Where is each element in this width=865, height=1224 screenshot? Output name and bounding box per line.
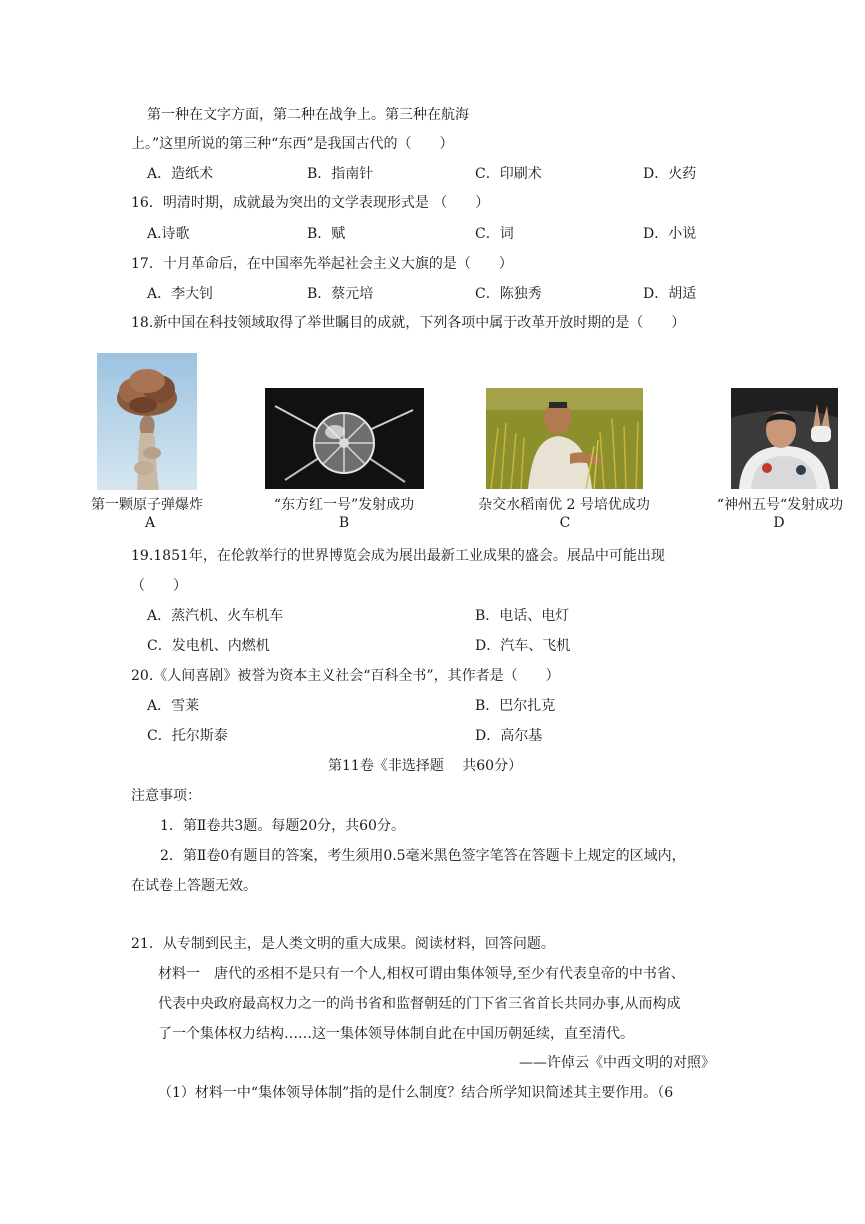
q21-material-line1: 材料一 唐代的丞相不是只有一个人,相权可谓由集体领导,至少有代表皇帝的中书省、 bbox=[158, 966, 685, 982]
satellite-photo bbox=[265, 388, 424, 489]
q18-stem: 18.新中国在科技领域取得了举世瞩目的成就，下列各项中属于改革开放时期的是（ ） bbox=[131, 315, 686, 331]
figure-d-caption: “神州五号“发射成功 bbox=[716, 497, 844, 513]
q17-option-a: A．李大钊 bbox=[147, 286, 214, 302]
q19-option-b: B．电话、电灯 bbox=[475, 608, 570, 624]
q16-option-d: D．小说 bbox=[643, 226, 697, 242]
q19-stem: 19.1851年，在伦敦举行的世界博览会成为展出最新工业成果的盛会。展品中可能出现 bbox=[131, 548, 665, 564]
notice-item-2-line1: 2．第Ⅱ卷0有题目的答案，考生须用0.5毫米黑色签字笔答在答题卡上规定的区域内， bbox=[160, 848, 686, 864]
q20-option-d: D．高尔基 bbox=[475, 728, 543, 744]
q19-paren: （ ） bbox=[131, 578, 187, 594]
figure-b-caption: “东方红一号”发射成功 bbox=[273, 497, 415, 513]
q16-stem: 16．明清时期，成就最为突出的文学表现形式是 （ ） bbox=[131, 195, 490, 211]
q20-option-b: B．巴尔扎克 bbox=[475, 698, 556, 714]
q17-stem: 17．十月革命后，在中国率先举起社会主义大旗的是（ ） bbox=[131, 256, 513, 272]
figure-a-letter: A bbox=[144, 515, 156, 531]
q15-stem-line1: 第一种在文字方面，第二种在战争上。第三种在航海 bbox=[147, 107, 469, 123]
figure-c-caption: 杂交水稻南优 2 号培优成功 bbox=[478, 497, 650, 513]
astronaut-photo bbox=[731, 388, 838, 489]
notice-item-1: 1．第Ⅱ卷共3题。每题20分，共60分。 bbox=[160, 818, 405, 834]
q17-option-d: D．胡适 bbox=[643, 286, 697, 302]
q20-stem: 20.《人间喜剧》被誉为资本主义社会“百科全书”，其作者是（ ） bbox=[131, 668, 560, 684]
q17-option-b: B．蔡元培 bbox=[307, 286, 374, 302]
q15-option-c: C．印刷术 bbox=[475, 166, 542, 182]
mushroom-cloud-icon bbox=[97, 353, 197, 490]
q15-option-d: D．火药 bbox=[643, 166, 697, 182]
q19-option-c: C．发电机、内燃机 bbox=[147, 638, 270, 654]
atomic-bomb-photo bbox=[97, 353, 197, 490]
q16-option-a: A.诗歌 bbox=[147, 226, 190, 242]
q19-option-d: D．汽车、飞机 bbox=[475, 638, 571, 654]
q15-option-a: A．造纸术 bbox=[147, 166, 214, 182]
astronaut-icon bbox=[731, 388, 838, 489]
q21-material-line3: 了一个集体权力结构……这一集体领导体制自此在中国历朝延续，直至清代。 bbox=[158, 1026, 634, 1042]
q21-stem: 21．从专制到民主，是人类文明的重大成果。阅读材料，回答问题。 bbox=[131, 936, 555, 952]
q15-option-b: B．指南针 bbox=[307, 166, 374, 182]
q15-stem-line2: 上。”这里所说的第三种“东西”是我国古代的（ ） bbox=[131, 136, 454, 152]
q16-option-b: B．赋 bbox=[307, 226, 346, 242]
figure-b-letter: B bbox=[338, 515, 350, 531]
satellite-icon bbox=[265, 388, 424, 489]
figure-a-caption: 第一颗原子弹爆炸 bbox=[91, 497, 203, 513]
figure-c-letter: C bbox=[559, 515, 571, 531]
q16-option-c: C．词 bbox=[475, 226, 514, 242]
hybrid-rice-photo bbox=[486, 388, 643, 489]
rice-field-icon bbox=[486, 388, 643, 489]
q19-option-a: A．蒸汽机、火车机车 bbox=[147, 608, 284, 624]
q20-option-a: A．雪莱 bbox=[147, 698, 200, 714]
q21-material-line2: 代表中央政府最高权力之一的尚书省和监督朝廷的门下省三省首长共同办事,从而构成 bbox=[158, 996, 681, 1012]
section-title: 第11卷《非选择题 共60分） bbox=[328, 758, 523, 774]
notice-title: 注意事项： bbox=[131, 788, 201, 804]
q20-option-c: C．托尔斯泰 bbox=[147, 728, 228, 744]
figure-d-letter: D bbox=[773, 515, 785, 531]
notice-item-2-line2: 在试卷上答题无效。 bbox=[131, 878, 257, 894]
q21-source: ——许倬云《中西文明的对照》 bbox=[519, 1055, 715, 1071]
q21-sub-question-1: （1）材料一中“集体领导体制”指的是什么制度？结合所学知识简述其主要作用。（6 bbox=[158, 1085, 674, 1101]
q17-option-c: C．陈独秀 bbox=[475, 286, 542, 302]
